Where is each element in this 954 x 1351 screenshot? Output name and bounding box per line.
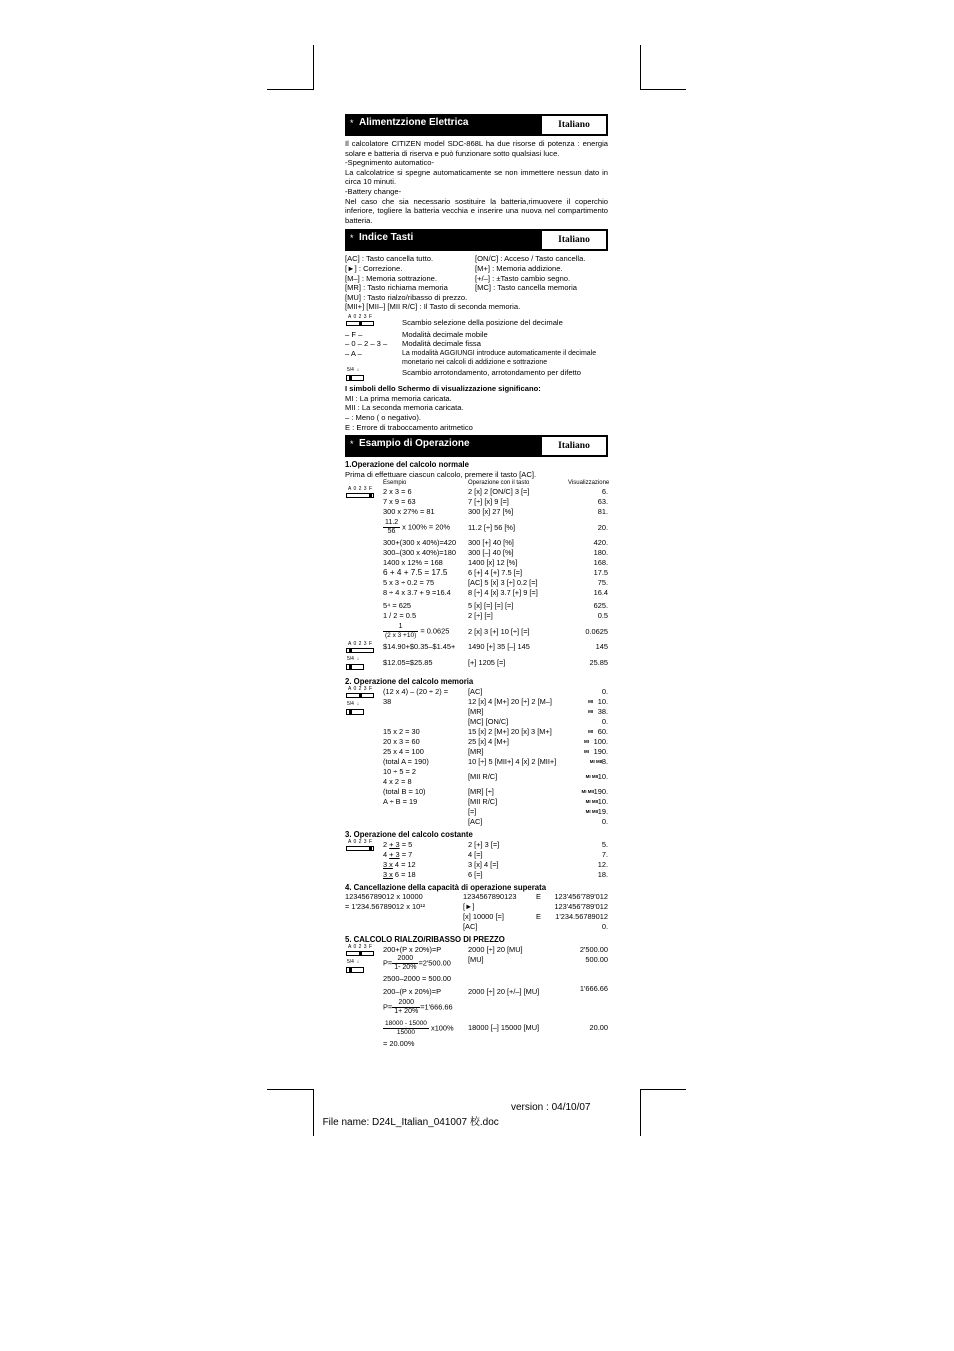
fraction-denominator: 1+ 20% (394, 1007, 419, 1015)
example: 38 (383, 697, 392, 707)
fraction-numerator: 2000 (392, 955, 418, 964)
mode-desc: La modalità AGGIUNGI introduce automaticamente il decimale monetario nei calcoli di addizione e sottrazione (402, 349, 597, 367)
display-value: 5. (601, 839, 608, 849)
switch-label: 5/4 ↓ (347, 656, 360, 663)
display-value: 38. (597, 707, 608, 717)
key-op: [AC] (468, 687, 483, 697)
language-label: Italiano (542, 116, 606, 134)
fraction (392, 999, 420, 1016)
switch-label: A 0 2 3 F (348, 686, 373, 693)
example: $12.05=$25.85 (383, 658, 433, 668)
key-desc: [MR] : Tasto richiama memoria (345, 283, 448, 293)
display-value: 2'500.00 (579, 944, 608, 954)
key-op: 6 [+] 4 [+] 7.5 [=] (468, 568, 523, 578)
display-value: 18. (597, 869, 608, 879)
table-row (345, 767, 608, 777)
rounding-switch-icon (345, 657, 365, 671)
example: 20 x 3 = 60 (383, 737, 420, 747)
fraction-numerator: 18000 - 15000 (385, 1019, 427, 1027)
section-title: Alimentzzione Elettrica (359, 117, 469, 128)
symbol-desc: MI : La prima memoria caricata. (345, 393, 452, 403)
example: 5⁴ = 625 (383, 601, 412, 611)
subsection-title: 2. Operazione del calcolo memoria (345, 677, 474, 687)
mode-desc: Modalità decimale mobile (402, 329, 488, 339)
key-op: 2 [x] 2 [ON/C] 3 [=] (468, 487, 530, 497)
key-op: [AC] (468, 817, 483, 827)
key-op: 15 [x] 2 [M+] 20 [x] 3 [M+] (468, 727, 552, 737)
key-op: 300 [x] 27 [%] (468, 507, 514, 517)
key-op: [MR] (468, 747, 484, 757)
example: 7 x 9 = 63 (383, 497, 416, 507)
key-op: [MR] [÷] (468, 787, 494, 797)
key-op: [MII R/C] (468, 772, 498, 782)
table-row (345, 912, 608, 922)
symbol-desc: – : Meno ( o negativo). (345, 413, 421, 423)
key-op: 6 [=] (468, 869, 483, 879)
switch-label: A 0 2 3 F (348, 313, 373, 320)
table-row (345, 497, 608, 507)
memory-indicator: MI MII (585, 773, 599, 779)
table-row (345, 1039, 608, 1049)
table-row (345, 687, 608, 697)
example-part: 4 = 12 (392, 859, 416, 869)
example-part: 2 (383, 839, 390, 849)
paragraph: -Spegnimento automatico- (345, 158, 435, 168)
example (383, 717, 468, 727)
symbols-title: I simboli dello Schermo di visualizzazione significano: (345, 384, 541, 394)
error-indicator (536, 902, 546, 912)
key-op: 18000 [–] 15000 [MU] (468, 1022, 540, 1032)
display-value: 20. (597, 523, 608, 533)
table-row (345, 737, 608, 747)
key-op: 8 [÷] 4 [x] 3.7 [+] 9 [=] (468, 588, 538, 598)
display-value: 100. (593, 737, 608, 747)
key-op: [x] 10000 [=] (463, 912, 504, 922)
display-value: 63. (597, 497, 608, 507)
display-value: 12. (597, 859, 608, 869)
bullet-star: * (350, 118, 354, 128)
fraction (383, 623, 418, 640)
display-value: 16.4 (593, 588, 608, 598)
key-op: 1400 [x] 12 [%] (468, 558, 518, 568)
display-value: 625. (593, 601, 608, 611)
fraction-numerator: 2000 (392, 999, 420, 1008)
mode-key: – F – (345, 329, 363, 339)
mode-key: – 0 – 2 – 3 – (345, 339, 388, 349)
col-header: Esempio (383, 480, 407, 487)
key-op: 1490 [+] 35 [–] 145 (468, 642, 530, 652)
display-value: 6. (601, 487, 608, 497)
overflow-table (345, 892, 608, 932)
mode-desc: Modalità decimale fissa (402, 339, 481, 349)
display-value: 190. (593, 787, 608, 797)
example: 8 ÷ 4 x 3.7 + 9 =16.4 (383, 588, 451, 598)
error-indicator (536, 922, 546, 932)
example: 6 + 4 + 7.5 = 17.5 (383, 568, 448, 578)
memory-indicator: MI MII (589, 758, 603, 764)
key-desc: [ON/C] : Acceso / Tasto cancella. (475, 254, 586, 264)
display-value: 10. (597, 772, 608, 782)
crop-mark (640, 89, 686, 90)
table-row (345, 817, 608, 827)
key-op: [MC] [ON/C] (468, 717, 509, 727)
key-op: 3 [x] 4 [=] (468, 859, 499, 869)
key-op: [►] (463, 902, 475, 912)
display-value: 0. (601, 922, 608, 932)
table-row (345, 757, 608, 767)
display-value: 0.5 (597, 611, 608, 621)
key-op: 4 [=] (468, 849, 483, 859)
table-row (345, 598, 608, 611)
table-row (345, 902, 608, 912)
table-row (345, 507, 608, 517)
bullet-star: * (350, 439, 354, 450)
key-desc: [AC] : Tasto cancella tutto. (345, 254, 434, 264)
fraction (383, 1020, 429, 1037)
key-op: 12 [x] 4 [M+] 20 [÷] 2 [M–] (468, 697, 552, 707)
key-op: [AC] (463, 922, 478, 932)
decimal-switch-icon (345, 840, 373, 852)
error-indicator: E (536, 892, 541, 902)
key-op: 5 [x] [=] [=] [=] (468, 601, 514, 611)
key-op: 11.2 [÷] 56 [%] (468, 523, 516, 533)
display-value: 145 (595, 642, 608, 652)
paragraph: La calcolatrice si spegne automaticamente se non immettere nessun dato in circa 10 minuti. (345, 167, 608, 187)
key-op: [AC] 5 [x] 3 [÷] 0.2 [=] (468, 578, 538, 588)
table-row (345, 797, 608, 807)
example: 5 x 3 ÷ 0.2 = 75 (383, 578, 435, 588)
col-header: Visualizzazione (568, 480, 610, 487)
example: 2 x 3 = 6 (383, 487, 412, 497)
decimal-switch-icon (345, 487, 373, 499)
table-row (345, 984, 608, 997)
table-row (345, 578, 608, 588)
table-row (345, 860, 608, 870)
section-header-power (345, 114, 608, 136)
rounding-switch-icon (345, 368, 365, 382)
example: = 0.0625 (420, 626, 450, 636)
key-op: 300 [–] 40 [%] (468, 548, 514, 558)
constant-part: + 3 (389, 839, 400, 849)
version-label: version : 04/10/07 (511, 1102, 591, 1113)
display-value: 123'456'789'012 (554, 892, 608, 902)
key-op: [MII R/C] (468, 797, 498, 807)
memory-indicator: MI (584, 738, 590, 744)
example: 200–(P x 20%)=P (383, 986, 441, 996)
crop-mark (640, 45, 641, 90)
crop-mark (640, 1089, 686, 1090)
key-op: [MR] (468, 707, 484, 717)
example: 123456789012 x 10000 (345, 892, 423, 902)
language-label: Italiano (542, 231, 606, 249)
normal-calc-table (345, 479, 608, 674)
example-part: P= (383, 958, 393, 968)
key-desc: [►] : Correzione. (345, 263, 403, 273)
memory-indicator: MI (588, 708, 594, 714)
decimal-switch-icon (345, 642, 373, 654)
decimal-switch-icon (345, 945, 373, 957)
table-row (345, 658, 608, 674)
decimal-switch-icon (345, 687, 373, 699)
display-value: 7. (601, 849, 608, 859)
table-row (345, 840, 608, 850)
display-value: 81. (597, 507, 608, 517)
crop-mark (267, 89, 314, 90)
display-value: 0. (601, 717, 608, 727)
section-title: Esampio di Operazione (359, 438, 470, 450)
paragraph: Il calcolatore CITIZEN model SDC-868L ha due risorse di potenza : energia solare e batteria di riserva e può funzionare sotto qualsiasi luce. (345, 139, 608, 158)
example: x 100% = 20% (402, 522, 451, 532)
key-op: 2 [+] 3 [=] (468, 839, 500, 849)
markup-table (345, 945, 608, 1049)
display-value: 180. (593, 548, 608, 558)
section-title: Indice Tasti (359, 232, 414, 244)
fraction (383, 519, 400, 536)
example-part: 4 (383, 849, 390, 859)
symbol-desc: E : Errore di traboccamento aritmetico (345, 422, 473, 432)
key-op: 2000 [÷] 20 [MU] (468, 944, 523, 954)
example: 300+(300 x 40%)=420 (383, 538, 457, 548)
example-part: =1'666.66 (420, 1002, 453, 1012)
footer (317, 1102, 591, 1139)
switch-label: 5/4 ↓ (347, 701, 360, 708)
subsection-title: 5. CALCOLO RIALZO/RIBASSO DI PREZZO (345, 935, 505, 945)
key-desc: [M+] : Memoria addizione. (475, 263, 563, 273)
decimal-mode-list (345, 315, 608, 384)
fraction-denominator: 15000 (396, 1028, 415, 1036)
example: 300 x 27% = 81 (383, 507, 435, 517)
switch-label: A 0 2 3 F (348, 641, 373, 648)
display-value: 123'456'789'012 (554, 902, 608, 912)
display-value: 10. (597, 697, 608, 707)
fraction (392, 955, 418, 972)
table-row (345, 850, 608, 860)
table-row (345, 517, 608, 538)
fraction-denominator: (2 x 3 +10) (385, 632, 417, 640)
table-row (345, 548, 608, 558)
switch-label: A 0 2 3 F (348, 486, 373, 493)
table-row (345, 558, 608, 568)
display-value: 1'234.56789012 (555, 912, 608, 922)
subsection-title: 4. Cancellazione della capacità di operazione superata (345, 882, 547, 892)
example: (total A = 190) (383, 757, 429, 767)
display-value: 10. (597, 797, 608, 807)
crop-mark (313, 1089, 314, 1136)
switch-desc: Scambio selezione della posizione del decimale (402, 317, 563, 327)
example (345, 912, 463, 922)
example: (12 x 4) – (20 ÷ 2) = (383, 687, 449, 697)
table-row (345, 955, 608, 974)
example: 25 x 4 = 100 (383, 747, 424, 757)
symbol-desc: MII : La seconda memoria caricata. (345, 403, 464, 413)
table-row (345, 707, 608, 717)
memory-indicator: MI MII (581, 788, 595, 794)
example (345, 922, 463, 932)
key-op: 7 [÷] [x] 9 [=] (468, 497, 509, 507)
key-op: 2 [x] 3 [+] 10 [÷] [=] (468, 627, 530, 637)
key-op: 2000 [÷] 20 [+/–] [MU] (468, 986, 540, 996)
example: 15 x 2 = 30 (383, 727, 420, 737)
fraction-denominator: 1- 20% (394, 963, 417, 971)
display-value: 0. (601, 687, 608, 697)
display-value: 190. (593, 747, 608, 757)
display-value: 75. (597, 578, 608, 588)
mode-desc: Scambio arrotondamento, arrotondamento per difetto (402, 367, 581, 377)
language-label: Italiano (542, 437, 606, 455)
table-row (345, 727, 608, 737)
memory-indicator: MI (588, 728, 594, 734)
key-op: 1234567890123 (463, 892, 517, 902)
memory-indicator: MI (584, 748, 590, 754)
display-value: 17.5 (593, 568, 608, 578)
error-indicator: E (536, 912, 541, 922)
subsection-title: 3. Operazione del calcolo costante (345, 830, 473, 840)
table-row (345, 892, 608, 902)
mode-key: – A – (345, 348, 362, 358)
display-value: 8. (601, 757, 608, 767)
key-desc: [MC] : Tasto cancella memoria (475, 283, 577, 293)
example: A ÷ B = 19 (383, 797, 418, 807)
table-row (345, 588, 608, 598)
example-part: = 5 (399, 839, 413, 849)
key-index (345, 254, 608, 292)
switch-label: A 0 2 3 F (348, 838, 373, 845)
table-row (345, 538, 608, 548)
table-row (345, 611, 608, 621)
example: = 20.00% (383, 1038, 415, 1048)
table-row (345, 717, 608, 727)
col-header: Operazione con il tasto (468, 480, 530, 487)
switch-label: 5/4 ↓ (347, 366, 360, 373)
bullet-star: * (350, 233, 354, 244)
decimal-switch-icon (345, 315, 373, 327)
display-value: 0.0625 (585, 627, 608, 637)
rounding-switch-icon (345, 702, 365, 716)
table-row (345, 870, 608, 880)
section-header-keys (345, 229, 608, 251)
display-value: 25.85 (589, 658, 608, 668)
example-part: x100% (431, 1023, 454, 1033)
example (383, 707, 468, 717)
key-op: [MU] (468, 954, 484, 964)
manual-column (345, 114, 608, 1049)
display-value: 0. (601, 817, 608, 827)
display-value: 420. (593, 538, 608, 548)
example: (total B = 10) (383, 787, 426, 797)
switch-label: A 0 2 3 F (348, 943, 373, 950)
table-row (345, 974, 608, 984)
rounding-switch-icon (345, 960, 365, 974)
constant-calc-table (345, 840, 608, 880)
fraction-denominator: 56 (387, 528, 396, 536)
example: 1 / 2 = 0.5 (383, 611, 417, 621)
example (383, 807, 468, 817)
key-op: [+] 1205 [=] (468, 658, 506, 668)
example-part: = 7 (399, 849, 413, 859)
crop-mark (313, 45, 314, 90)
table-row (345, 787, 608, 797)
table-row (345, 922, 608, 932)
table-row (345, 487, 608, 497)
table-row (345, 997, 608, 1018)
example: 4 x 2 = 8 (383, 777, 412, 787)
example: $14.90+$0.35–$1.45+ (383, 642, 456, 652)
crop-mark (640, 1089, 641, 1136)
example-part: 6 = 18 (392, 869, 416, 879)
table-row (345, 1018, 608, 1039)
constant-part: 3 x (383, 869, 393, 879)
key-op: 10 [÷] 5 [MII+] 4 [x] 2 [MII+] (468, 757, 557, 767)
memory-indicator: MI MII (585, 798, 599, 804)
display-value: 500.00 (585, 954, 608, 964)
example-part: P= (383, 1002, 393, 1012)
key-desc: [MII+] [MII–] [MII R/C] : Il Tasto di seconda memoria. (345, 302, 521, 312)
display-value: 168. (593, 558, 608, 568)
table-row (345, 621, 608, 642)
key-desc: [MU] : Tasto rialzo/ribasso di prezzo. (345, 292, 468, 302)
table-row (345, 642, 608, 658)
display-value: 19. (597, 807, 608, 817)
table-row (345, 807, 608, 817)
paragraph: Nel caso che sia necessario sostituire la batteria,rimuovere il coperchio inferiore, togliere la batteria vecchia e inserire una nuova nel compartimento batteria. (345, 196, 608, 225)
table-row (345, 697, 608, 707)
file-name: File name: D24L_Italian_041007 校.doc (322, 1117, 499, 1128)
example: 200+(P x 20%)=P (383, 944, 442, 954)
subsection-title: 1.Operazione del calcolo normale (345, 460, 469, 470)
example: = 1'234.56789012 x 10¹² (345, 902, 426, 912)
constant-part: 3 x (383, 859, 393, 869)
crop-mark (267, 1089, 314, 1090)
example: 300–(300 x 40%)=180 (383, 548, 456, 558)
memory-indicator: MI MII (585, 808, 599, 814)
key-op: 25 [x] 4 [M+] (468, 737, 509, 747)
table-row (345, 747, 608, 757)
display-value: 1'666.66 (579, 983, 608, 993)
display-value: 20.00 (589, 1022, 608, 1032)
intro-text: Prima di effettuare ciascun calcolo, premere il tasto [AC]. (345, 469, 537, 479)
table-row (345, 945, 608, 955)
fraction-numerator: 11.2 (385, 519, 399, 527)
memory-calc-table (345, 687, 608, 827)
memory-indicator: MI (588, 698, 594, 704)
example (383, 817, 468, 827)
section-header-examples (345, 435, 608, 457)
key-op: 300 [+] 40 [%] (468, 538, 514, 548)
key-op: [=] (468, 807, 477, 817)
example: 2500–2000 = 500.00 (383, 973, 452, 983)
key-desc: [M–] : Memoria sottrazione. (345, 273, 438, 283)
example: 1400 x 12% = 168 (383, 558, 443, 568)
display-value: 60. (597, 727, 608, 737)
key-op: 2 [÷] [=] (468, 611, 493, 621)
paragraph: -Battery change- (345, 186, 402, 196)
constant-part: + 3 (389, 849, 400, 859)
switch-label: 5/4 ↓ (347, 958, 360, 965)
fraction-numerator: 1 (383, 623, 418, 632)
example: 10 ÷ 5 = 2 (383, 767, 417, 777)
example-part: =2'500.00 (418, 958, 451, 968)
table-row (345, 568, 608, 578)
key-desc: [+/–] : ±Tasto cambio segno. (475, 273, 571, 283)
